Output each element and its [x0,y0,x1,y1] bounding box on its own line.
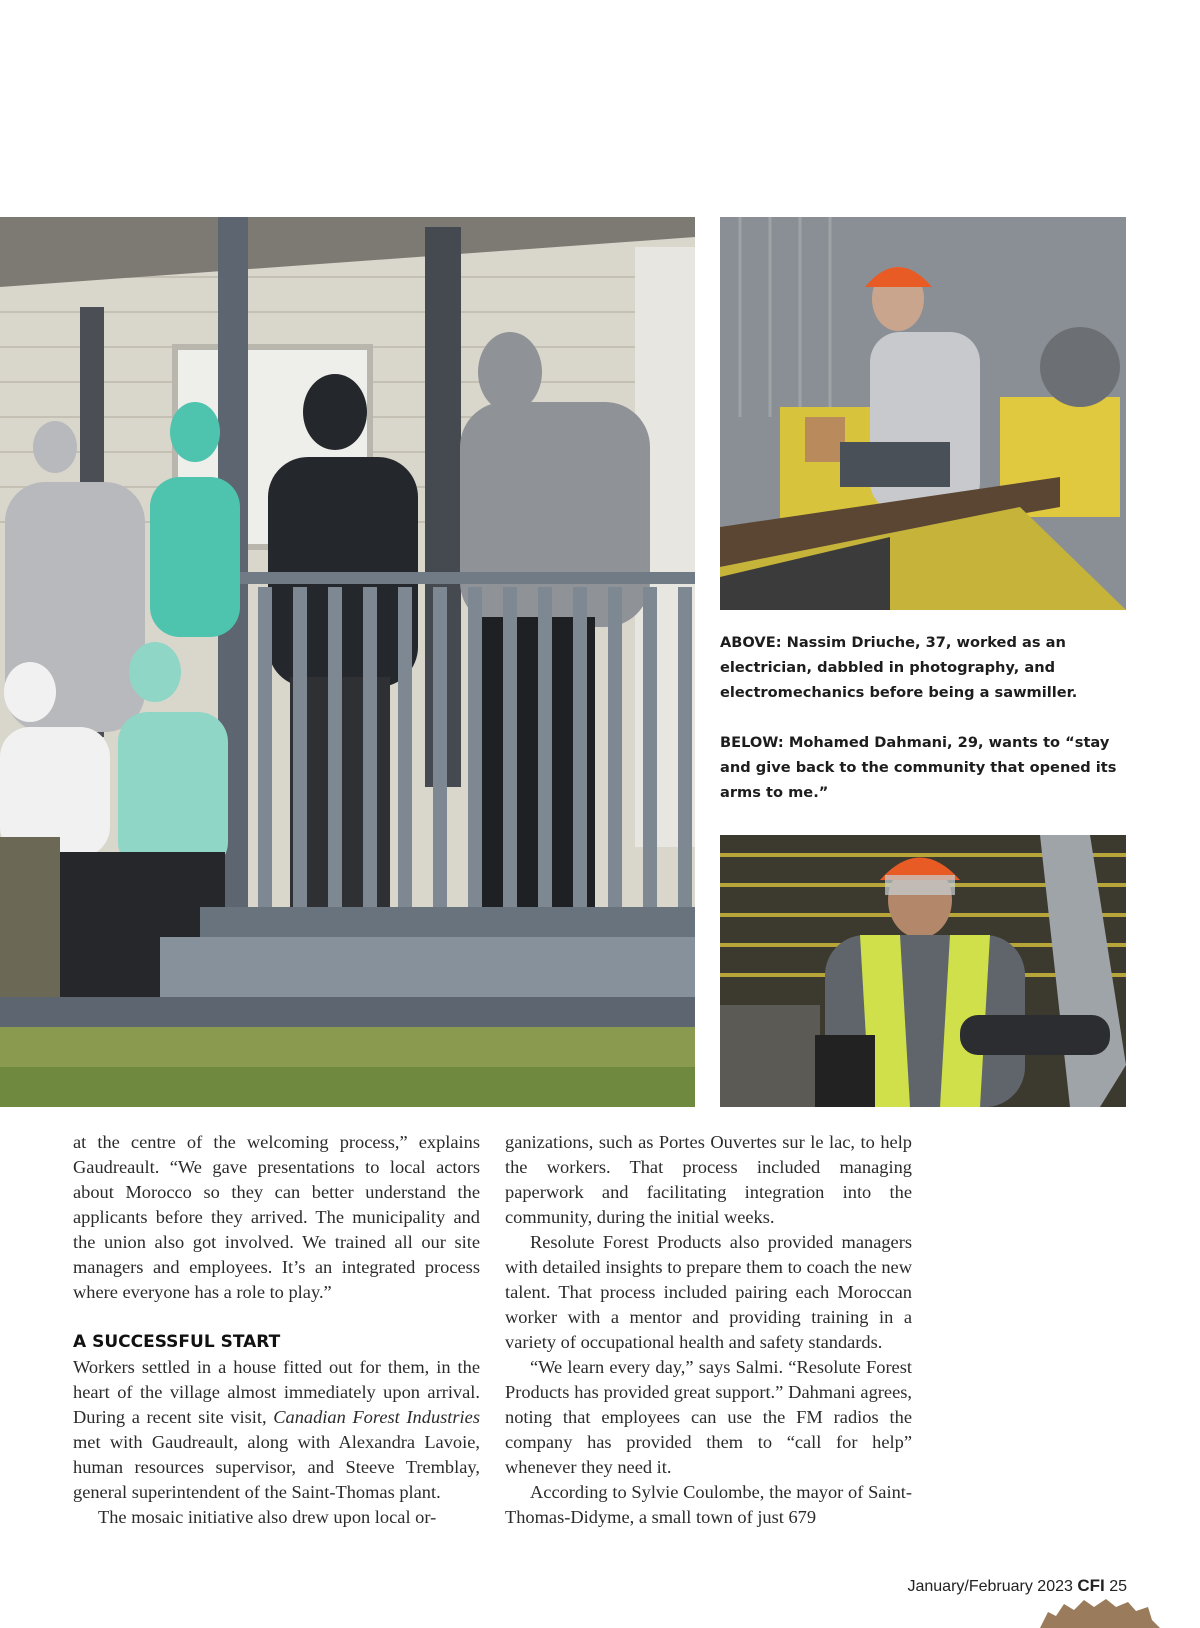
article-paragraph: at the centre of the welcoming process,” explains Gaudreault. “We gave presentations to local actors about Morocco so they can better understand the applicants before they arrived. The municipality and the union also got involved. We trained all our site managers and employees. It’s an integrated process where everyone has a role to play.” [73,1132,480,1302]
page-footer [907,1576,1127,1596]
sawmill-worker-photo-above [720,217,1126,610]
group-photo [0,217,695,1107]
photo-caption-above: ABOVE: Nassim Driuche, 37, worked as an electrician, dabbled in photography, and electromechanics before being a sawmiller. [720,634,1078,701]
section-heading: A SUCCESSFUL START [73,1332,281,1352]
article-paragraph: Resolute Forest Products also provided managers with detailed insights to prepare them to coach the new talent. That process included pairing each Moroccan worker with a mentor and providing training in a variety of occupational health and safety standards. [505,1232,912,1352]
article-paragraph: ganizations, such as Portes Ouvertes sur le lac, to help the workers. That process included managing paperwork and facilitating integration into the community, during the initial weeks. [505,1132,912,1227]
magazine-name: CFI [1077,1576,1105,1595]
forklift-operator-photo-below [720,835,1126,1107]
article-paragraph [73,1355,480,1505]
article-paragraph: According to Sylvie Coulombe, the mayor of Saint-Thomas-Didyme, a small town of just 679 [505,1482,912,1527]
article-paragraph: “We learn every day,” says Salmi. “Resolute Forest Products has provided great support.” Dahmani agrees, noting that employees can use the FM radios the company has provided them to “call for help” whenever they need it. [505,1357,912,1477]
issue-date: January/February 2023 [907,1578,1073,1595]
page-number: 25 [1109,1578,1127,1595]
article-paragraph: The mosaic initiative also drew upon local or- [98,1507,437,1527]
article-text: Workers settled in a house fitted out for them, in the heart of the village almost immediately upon arrival. During a recent site visit, [73,1357,480,1427]
article-column-right [505,1130,912,1530]
photo-caption-below: BELOW: Mohamed Dahmani, 29, wants to “stay and give back to the community that opened its arms to me.” [720,734,1117,801]
article-column-left [73,1130,480,1530]
article-text: met with Gaudreault, along with Alexandra Lavoie, human resources supervisor, and Steeve Tremblay, general superintendent of the Saint-Thomas plant. [73,1432,480,1502]
publication-name: Canadian Forest Industries [273,1407,480,1427]
saw-blade-icon [1030,1598,1160,1628]
